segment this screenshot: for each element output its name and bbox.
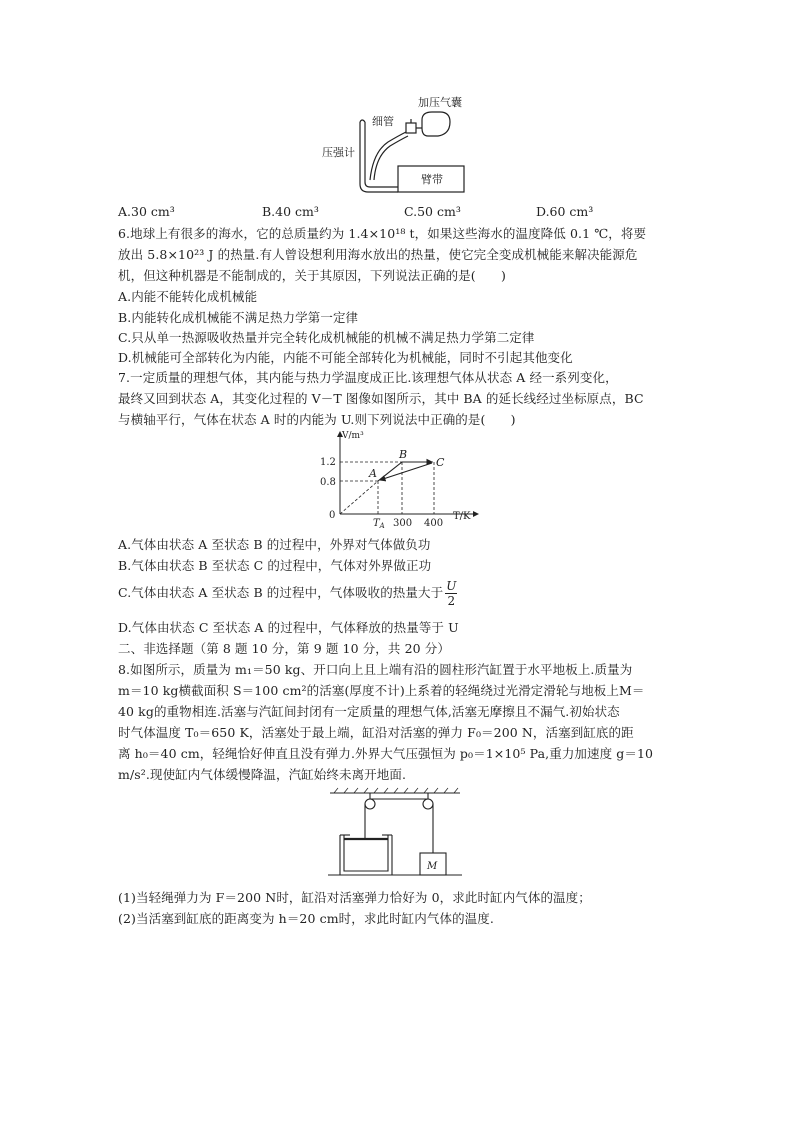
section-2-heading: 二、非选择题（第 8 题 10 分，第 9 题 10 分，共 20 分）: [118, 641, 450, 656]
q7-option-c: C.气体由状态 A 至状态 B 的过程中，气体吸收的热量大于: [118, 585, 444, 600]
x-tick-400: 400: [424, 518, 444, 528]
x-tick-ta: $T_A$: [373, 518, 385, 528]
origin-label: 0: [329, 510, 336, 521]
q8-line-1: 8.如图所示，质量为 m₁＝50 kg、开口向上且上端有沿的圆柱形汽缸置于水平地板上.质量为: [118, 662, 633, 677]
q7-option-c-row: [118, 578, 457, 608]
q6-option-d: D.机械能可全部转化为内能，内能不可能全部转化为机械能，同时不引起其他变化: [118, 350, 573, 365]
fraction-u-over-2: $\frac{U}{2}$: [446, 579, 457, 608]
gauge-label: 压强计: [322, 146, 355, 159]
q8-subq-1: (1)当轻绳弹力为 F＝200 N时，缸沿对活塞弹力恰好为 0，求此时缸内气体的温度；: [118, 890, 591, 905]
q6-option-c: C.只从单一热源吸收热量并完全转化成机械能的机械不满足热力学第二定律: [118, 330, 535, 345]
cylinder-pulley-figure: [320, 785, 470, 885]
q8-line-3: 40 kg的重物相连.活塞与汽缸间封闭有一定质量的理想气体,活塞无摩擦且不漏气.初始状态: [118, 704, 620, 719]
vt-graph: [318, 428, 488, 528]
y-axis-label: V/m³: [342, 431, 364, 441]
q6-line-2: 放出 5.8×10²³ J 的热量.有人曾设想利用海水放出的热量，使它完全变成机械能来解决能源危: [118, 247, 638, 262]
tube-label: 细管: [372, 115, 394, 128]
q5-option-d: D.60 cm³: [536, 204, 594, 219]
q7-line-1: 7.一定质量的理想气体，其内能与热力学温度成正比.该理想气体从状态 A 经一系列变化，: [118, 370, 618, 385]
q8-line-4: 时气体温度 T₀＝650 K，活塞处于最上端，缸沿对活塞的弹力 F₀＝200 N，活塞到缸底的距: [118, 725, 634, 740]
segment-ab: [378, 462, 402, 481]
point-a-label: A: [369, 467, 377, 480]
q6-option-b: B.内能转化成机械能不满足热力学第一定律: [118, 310, 359, 325]
y-tick-0-8: 0.8: [320, 477, 336, 488]
q7-option-b: B.气体由状态 B 至状态 C 的过程中，气体对外界做正功: [118, 558, 432, 573]
cuff-label: 臂带: [421, 173, 443, 186]
q7-option-a: A.气体由状态 A 至状态 B 的过程中，外界对气体做负功: [118, 537, 431, 552]
q5-option-c: C.50 cm³: [404, 204, 461, 219]
x-tick-300: 300: [393, 518, 413, 528]
point-c-label: C: [436, 456, 445, 469]
q5-option-b: B.40 cm³: [262, 204, 319, 219]
q7-option-d: D.气体由状态 C 至状态 A 的过程中，气体释放的热量等于 U: [118, 620, 459, 635]
q7-line-2: 最终又回到状态 A，其变化过程的 V－T 图像如图所示，其中 BA 的延长线经过坐标原点，BC: [118, 391, 644, 406]
q8-line-5: 离 h₀＝40 cm，轻绳恰好伸直且没有弹力.外界大气压强恒为 p₀＝1×10⁵ Pa,重力加速度 g＝10: [118, 746, 654, 761]
pressure-gauge-figure: [318, 92, 478, 197]
point-b-label: B: [399, 448, 408, 461]
q8-subq-2: (2)当活塞到缸底的距离变为 h＝20 cm时，求此时缸内气体的温度.: [118, 911, 494, 926]
q8-line-2: m＝10 kg横截面积 S＝100 cm²的活塞(厚度不计)上系着的轻绳绕过光滑定滑轮与地板上M＝: [118, 683, 645, 698]
q6-line-1: 6.地球上有很多的海水，它的总质量约为 1.4×10¹⁸ t，如果这些海水的温度降低 0.1 ℃，将要: [118, 226, 647, 241]
mass-label: M: [427, 861, 438, 872]
q6-line-3: 机，但这种机器是不能制成的，关于其原因，下列说法正确的是( ): [118, 268, 506, 283]
q8-line-6: m/s².现使缸内气体缓慢降温，汽缸始终未离开地面.: [118, 767, 407, 782]
q5-option-a: A.30 cm³: [118, 204, 175, 219]
bag-label: 加压气囊: [418, 96, 462, 109]
q7-line-3: 与横轴平行，气体在状态 A 时的内能为 U.则下列说法中正确的是( ): [118, 412, 516, 427]
y-tick-1-2: 1.2: [320, 457, 336, 468]
x-axis-label: T/K: [453, 511, 471, 522]
segment-ca: [380, 463, 432, 480]
q6-option-a: A.内能不能转化成机械能: [118, 289, 258, 304]
